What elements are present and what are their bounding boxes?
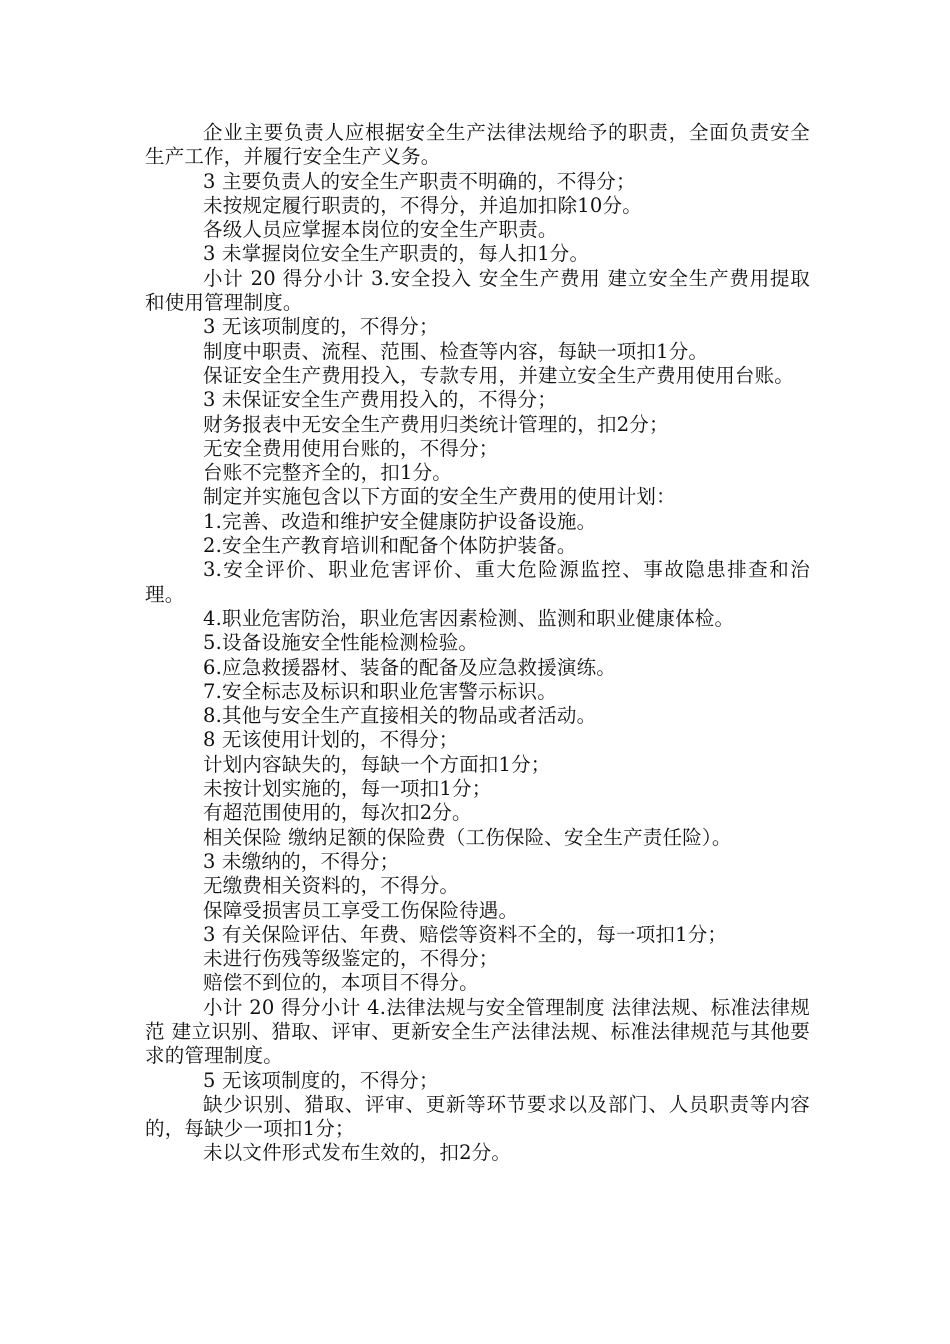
paragraph: 3 未保证安全生产费用投入的，不得分； bbox=[203, 388, 557, 412]
paragraph: 4.职业危害防治，职业危害因素检测、监测和职业健康体检。 bbox=[203, 606, 735, 630]
paragraph: 5 无该项制度的，不得分； bbox=[203, 1068, 439, 1092]
paragraph: 3 无该项制度的，不得分； bbox=[203, 315, 439, 339]
paragraph: 3 未掌握岗位安全生产职责的，每人扣1分。 bbox=[203, 242, 590, 266]
paragraph: 小计 20 得分小计 3.安全投入 安全生产费用 建立安全生产费用提取和使用管理制度。 bbox=[145, 266, 810, 315]
paragraph: 保障受损害员工享受工伤保险待遇。 bbox=[203, 898, 519, 922]
paragraph: 未以文件形式发布生效的，扣2分。 bbox=[203, 1141, 512, 1165]
paragraph: 相关保险 缴纳足额的保险费（工伤保险、安全生产责任险）。 bbox=[203, 825, 732, 849]
paragraph: 未进行伤残等级鉴定的，不得分； bbox=[203, 947, 499, 971]
paragraph: 各级人员应掌握本岗位的安全生产职责。 bbox=[203, 218, 558, 242]
paragraph: 未按计划实施的，每一项扣1分； bbox=[203, 777, 492, 801]
paragraph: 有超范围使用的，每次扣2分。 bbox=[203, 801, 472, 825]
paragraph: 3.安全评价、职业危害评价、重大危险源监控、事故隐患排查和治理。 bbox=[145, 558, 810, 606]
paragraph: 6.应急救援器材、装备的配备及应急救援演练。 bbox=[203, 655, 617, 679]
paragraph: 1.完善、改造和维护安全健康防护设备设施。 bbox=[203, 509, 597, 533]
paragraph: 8.其他与安全生产直接相关的物品或者活动。 bbox=[203, 704, 597, 728]
paragraph: 制定并实施包含以下方面的安全生产费用的使用计划： bbox=[203, 485, 676, 509]
paragraph: 8 无该使用计划的，不得分； bbox=[203, 728, 459, 752]
paragraph: 7.安全标志及标识和职业危害警示标识。 bbox=[203, 679, 557, 703]
document-body bbox=[145, 121, 810, 1166]
paragraph: 制度中职责、流程、范围、检查等内容，每缺一项扣1分。 bbox=[203, 339, 709, 363]
paragraph: 2.安全生产教育培训和配备个体防护装备。 bbox=[203, 534, 577, 558]
paragraph: 企业主要负责人应根据安全生产法律法规给予的职责，全面负责安全生产工作，并履行安全生产义务。 bbox=[145, 121, 810, 169]
paragraph: 3 未缴纳的，不得分； bbox=[203, 849, 400, 873]
paragraph: 无安全费用使用台账的，不得分； bbox=[203, 436, 499, 460]
paragraph: 5.设备设施安全性能检测检验。 bbox=[203, 631, 479, 655]
paragraph: 赔偿不到位的，本项目不得分。 bbox=[203, 971, 479, 995]
paragraph: 计划内容缺失的，每缺一个方面扣1分； bbox=[203, 752, 551, 776]
paragraph: 台账不完整齐全的，扣1分。 bbox=[203, 461, 453, 485]
paragraph: 3 主要负责人的安全生产职责不明确的，不得分； bbox=[203, 169, 636, 193]
paragraph: 保证安全生产费用投入，专款专用，并建立安全生产费用使用台账。 bbox=[203, 363, 795, 387]
paragraph: 财务报表中无安全生产费用归类统计管理的，扣2分； bbox=[203, 412, 669, 436]
paragraph: 无缴费相关资料的，不得分。 bbox=[203, 874, 460, 898]
paragraph: 缺少识别、猎取、评审、更新等环节要求以及部门、人员职责等内容的，每缺少一项扣1分； bbox=[145, 1092, 810, 1141]
paragraph: 未按规定履行职责的，不得分，并追加扣除10分。 bbox=[203, 193, 642, 217]
paragraph: 小计 20 得分小计 4.法律法规与安全管理制度 法律法规、标准法律规范 建立识别、猎取、评审、更新安全生产法律法规、标准法律规范与其他要求的管理制度。 bbox=[145, 995, 810, 1068]
paragraph: 3 有关保险评估、年费、赔偿等资料不全的，每一项扣1分； bbox=[203, 922, 728, 946]
